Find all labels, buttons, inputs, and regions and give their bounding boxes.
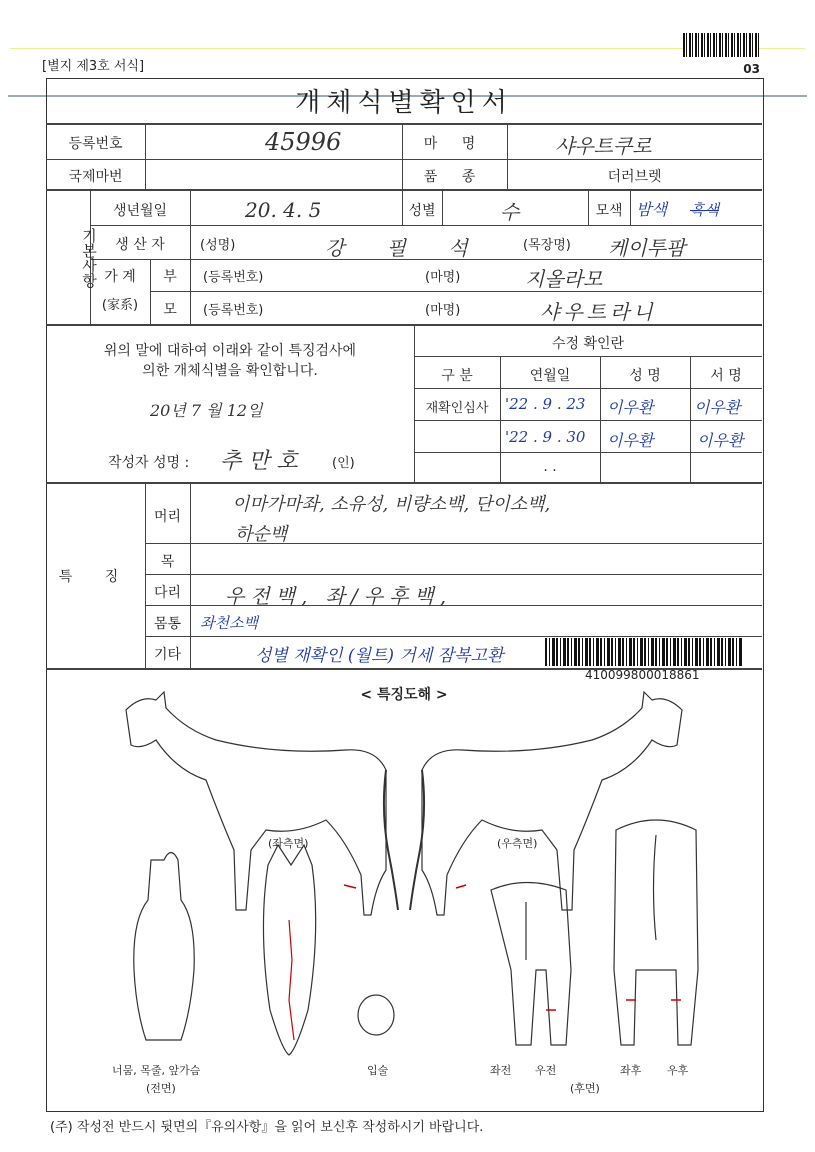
farm-value: 케이투팜 — [608, 236, 686, 260]
lips-caption: 입술 — [367, 1064, 389, 1077]
dob-value: 20. 4. 5 — [245, 198, 322, 222]
writer-seal: (인) — [332, 456, 355, 471]
dam-horse-paren: (마명) — [425, 303, 461, 318]
dam-label: 모 — [163, 302, 177, 318]
writer-label: 작성자 성명 : — [108, 455, 190, 471]
neck-label: 목 — [160, 554, 175, 570]
other-value: 성별 재확인 (월트) 거세 잠복고환 — [255, 646, 504, 666]
other-label: 기타 — [153, 647, 182, 663]
row1-name: 이우환 — [607, 398, 654, 417]
row3-date: . . — [543, 459, 557, 475]
confirm-date: 20년 7 월 12일 — [150, 401, 263, 420]
head-value-2: 하순백 — [235, 524, 288, 545]
sire-name: 지올라모 — [525, 267, 603, 291]
front-view-caption: (전면) — [146, 1082, 176, 1095]
row1-date: '22 . 9 . 23 — [505, 395, 586, 413]
document-title: 개체식별확인서 — [295, 88, 513, 118]
statement-line1: 위의 말에 대하여 이래와 같이 특징검사에 — [103, 343, 357, 359]
row2-name: 이우환 — [607, 431, 654, 450]
col-signature: 서 명 — [710, 368, 742, 384]
reg-no-value: 45996 — [265, 128, 342, 156]
dam-reg-paren: (등록번호) — [203, 303, 264, 318]
sex-value: 수 — [500, 200, 520, 224]
coat-struck: 흑색 — [690, 201, 719, 219]
sire-label: 부 — [163, 269, 177, 285]
row2-sign: 이우환 — [697, 431, 744, 450]
row1-sign: 이우환 — [694, 398, 741, 417]
coat-value: 밤색 — [636, 200, 667, 219]
legs-label: 다리 — [153, 585, 182, 601]
head-label: 머리 — [153, 509, 182, 525]
row2-date: '22 . 9 . 30 — [505, 428, 586, 446]
right-fore-caption: 우전 — [535, 1064, 557, 1077]
sex-label: 성별 — [408, 203, 436, 219]
top-barcode — [683, 33, 759, 57]
rear-view-caption: (후면) — [570, 1082, 600, 1095]
farm-label: (목장명) — [523, 238, 571, 253]
body-label: 몸통 — [153, 616, 182, 632]
reg-no-label: 등록번호 — [68, 136, 123, 152]
family-label: 가 계 — [104, 269, 136, 285]
diagram-title: < 특징도해 > — [360, 687, 448, 703]
left-hind-caption: 좌후 — [620, 1064, 642, 1077]
row1-category: 재확인심사 — [425, 401, 489, 416]
dob-label: 생년월일 — [112, 203, 168, 219]
statement-line2: 의한 개체식별을 확인합니다. — [142, 363, 318, 379]
writer-name: 추 만 호 — [220, 449, 298, 474]
basic-section-label: 기본사항 — [80, 228, 98, 288]
middle-barcode — [545, 638, 743, 666]
left-fore-caption: 좌전 — [490, 1064, 512, 1077]
family-hanja: (家系) — [101, 298, 139, 313]
col-name: 성 명 — [629, 368, 661, 384]
horse-name-value: 샤우트쿠로 — [555, 134, 652, 158]
form-label: [별지 제3호 서식] — [42, 59, 145, 74]
revision-title: 수정 확인란 — [551, 336, 625, 352]
sire-reg-paren: (등록번호) — [203, 270, 264, 285]
legs-value: 우전백, 좌/우후백, — [225, 584, 453, 608]
horse-name-label: 마 명 — [423, 136, 486, 152]
dam-name: 샤우트라니 — [540, 300, 657, 324]
coat-label: 모색 — [595, 203, 623, 219]
left-side-caption: (좌측면) — [268, 837, 309, 850]
barcode-number: 410099800018861 — [585, 668, 700, 682]
features-label: 특 징 — [58, 569, 133, 585]
body-value: 좌천소백 — [200, 614, 258, 632]
front-caption: 너뭄, 목줄, 앞가슴 — [112, 1064, 201, 1077]
breed-label: 품 종 — [423, 169, 486, 185]
producer-label: 생 산 자 — [115, 237, 165, 253]
footer-note: (주) 작성전 반드시 뒷면의『유의사항』을 읽어 보신후 작성하시기 바랍니다. — [50, 1120, 484, 1135]
sire-horse-paren: (마명) — [425, 270, 461, 285]
col-date: 연월일 — [529, 368, 571, 384]
producer-name-paren: (성명) — [200, 238, 236, 253]
breed-value: 더러브렛 — [607, 169, 662, 185]
producer-name: 강 필 석 — [325, 236, 486, 260]
horse-diagram — [46, 670, 762, 1110]
head-value: 이마가마좌, 소유성, 비량소백, 단이소백, — [232, 494, 551, 515]
intl-no-label: 국제마번 — [68, 169, 123, 185]
right-side-caption: (우측면) — [497, 837, 538, 850]
page-number: 03 — [743, 62, 760, 76]
col-category: 구 분 — [441, 368, 473, 384]
right-hind-caption: 우후 — [667, 1064, 689, 1077]
